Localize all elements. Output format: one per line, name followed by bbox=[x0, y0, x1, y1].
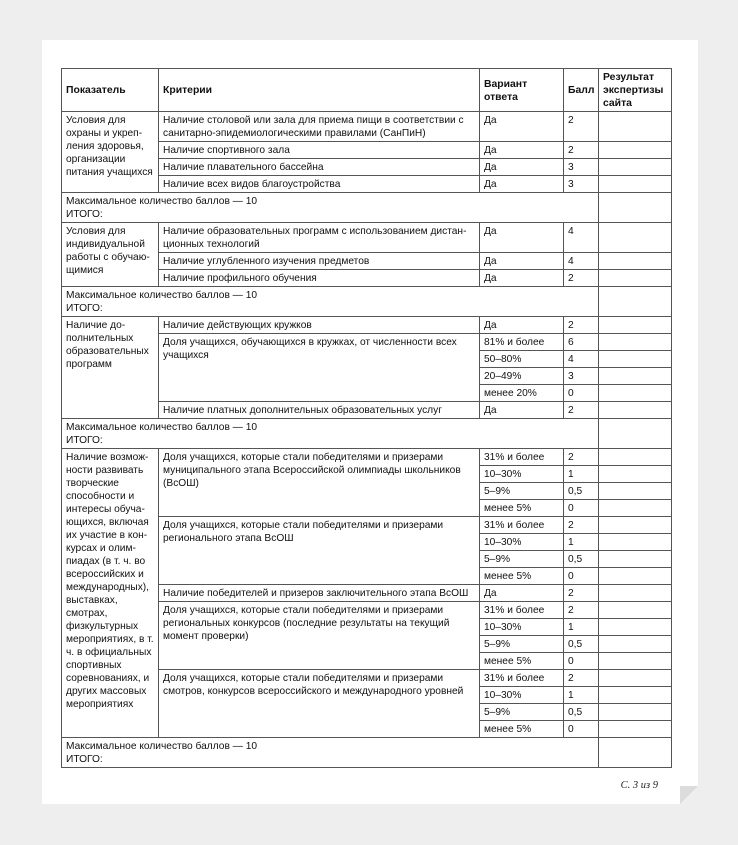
criterion-cell: Доля учащихся, которые стали победителями и призерами регионального этапа ВсОШ bbox=[159, 517, 480, 585]
score-cell: 2 bbox=[564, 142, 599, 159]
total-cell[interactable] bbox=[599, 287, 672, 317]
score-cell: 1 bbox=[564, 466, 599, 483]
score-cell: 4 bbox=[564, 351, 599, 368]
expertise-cell[interactable] bbox=[599, 449, 672, 466]
score-cell: 0 bbox=[564, 500, 599, 517]
header-variant: Вариант ответа bbox=[480, 69, 564, 112]
variant-cell: Да bbox=[480, 402, 564, 419]
expertise-cell[interactable] bbox=[599, 670, 672, 687]
expertise-cell[interactable] bbox=[599, 500, 672, 517]
criterion-cell: Наличие платных дополнительных образовательных услуг bbox=[159, 402, 480, 419]
variant-cell: 31% и более bbox=[480, 517, 564, 534]
variant-cell: Да bbox=[480, 142, 564, 159]
score-cell: 2 bbox=[564, 317, 599, 334]
expertise-cell[interactable] bbox=[599, 270, 672, 287]
criterion-cell: Доля учащихся, которые стали победителями и призерами смотров, конкурсов всероссийского и международного уровней bbox=[159, 670, 480, 738]
variant-cell: 31% и более bbox=[480, 670, 564, 687]
criteria-table bbox=[61, 68, 672, 768]
max-score-text: Максимальное количество баллов — 10 bbox=[66, 422, 258, 433]
indicator-cell: Наличие дополнительных образовательных программ bbox=[62, 317, 159, 419]
variant-cell: 5–9% bbox=[480, 551, 564, 568]
header-indicator: Показатель bbox=[62, 69, 159, 112]
variant-cell: менее 5% bbox=[480, 568, 564, 585]
score-cell: 0,5 bbox=[564, 636, 599, 653]
document-page bbox=[42, 40, 698, 804]
score-cell: 2 bbox=[564, 270, 599, 287]
variant-cell: 10–30% bbox=[480, 687, 564, 704]
score-cell: 0 bbox=[564, 385, 599, 402]
score-cell: 2 bbox=[564, 517, 599, 534]
variant-cell: менее 5% bbox=[480, 721, 564, 738]
expertise-cell[interactable] bbox=[599, 704, 672, 721]
variant-cell: 31% и более bbox=[480, 602, 564, 619]
variant-cell: 5–9% bbox=[480, 636, 564, 653]
table-row bbox=[62, 317, 672, 334]
expertise-cell[interactable] bbox=[599, 368, 672, 385]
score-cell: 4 bbox=[564, 253, 599, 270]
expertise-cell[interactable] bbox=[599, 176, 672, 193]
max-score-text: Максимальное количество баллов — 10 bbox=[66, 741, 258, 752]
score-cell: 0,5 bbox=[564, 483, 599, 500]
total-label: ИТОГО: bbox=[66, 435, 103, 446]
expertise-cell[interactable] bbox=[599, 483, 672, 500]
criterion-cell: Наличие действующих кружков bbox=[159, 317, 480, 334]
criterion-cell: Наличие спортивного зала bbox=[159, 142, 480, 159]
variant-cell: менее 5% bbox=[480, 653, 564, 670]
header-expertise: Результат экспертизы сайта bbox=[599, 69, 672, 112]
criterion-cell: Наличие плавательного бассейна bbox=[159, 159, 480, 176]
score-cell: 0 bbox=[564, 721, 599, 738]
header-score: Балл bbox=[564, 69, 599, 112]
expertise-cell[interactable] bbox=[599, 223, 672, 253]
expertise-cell[interactable] bbox=[599, 112, 672, 142]
variant-cell: 10–30% bbox=[480, 619, 564, 636]
criterion-cell: Наличие профильного обучения bbox=[159, 270, 480, 287]
variant-cell: Да bbox=[480, 223, 564, 253]
expertise-cell[interactable] bbox=[599, 385, 672, 402]
indicator-cell: Наличие возможности развивать творческие способности и интересы обучающихся, включая их участие в конкурсах и олимпиадах (в т. ч. во всероссийских и международных), выставках, смотрах, физкультурных мероприятиях, в т. ч. в официальных спортивных соревнованиях, и других массовых мероприятиях bbox=[62, 449, 159, 738]
total-label: ИТОГО: bbox=[66, 303, 103, 314]
score-cell: 4 bbox=[564, 223, 599, 253]
variant-cell: Да bbox=[480, 176, 564, 193]
summary-row bbox=[62, 287, 672, 317]
criterion-cell: Доля учащихся, которые стали победителями и призерами муниципального этапа Всероссийской олимпиады школьников (ВсОШ) bbox=[159, 449, 480, 517]
variant-cell: Да bbox=[480, 112, 564, 142]
criterion-cell: Наличие углубленного изучения предметов bbox=[159, 253, 480, 270]
score-cell: 2 bbox=[564, 449, 599, 466]
table-row bbox=[62, 112, 672, 142]
criterion-cell: Наличие столовой или зала для приема пищи в соответствии с санитарно-эпидемиологическими правилами (СанПиН) bbox=[159, 112, 480, 142]
variant-cell: 31% и более bbox=[480, 449, 564, 466]
variant-cell: Да bbox=[480, 585, 564, 602]
score-cell: 2 bbox=[564, 402, 599, 419]
total-cell[interactable] bbox=[599, 738, 672, 768]
expertise-cell[interactable] bbox=[599, 517, 672, 534]
expertise-cell[interactable] bbox=[599, 466, 672, 483]
score-cell: 2 bbox=[564, 112, 599, 142]
total-cell[interactable] bbox=[599, 193, 672, 223]
max-score-text: Максимальное количество баллов — 10 bbox=[66, 196, 258, 207]
summary-row bbox=[62, 738, 672, 768]
summary-cell bbox=[62, 419, 599, 449]
criterion-cell: Доля учащихся, обучающихся в кружках, от численности всех учащихся bbox=[159, 334, 480, 402]
expertise-cell[interactable] bbox=[599, 585, 672, 602]
score-cell: 3 bbox=[564, 368, 599, 385]
table-header-row bbox=[62, 69, 672, 112]
expertise-cell[interactable] bbox=[599, 334, 672, 351]
score-cell: 3 bbox=[564, 159, 599, 176]
total-cell[interactable] bbox=[599, 419, 672, 449]
score-cell: 2 bbox=[564, 585, 599, 602]
variant-cell: 20–49% bbox=[480, 368, 564, 385]
expertise-cell[interactable] bbox=[599, 534, 672, 551]
score-cell: 2 bbox=[564, 670, 599, 687]
variant-cell: 50–80% bbox=[480, 351, 564, 368]
total-label: ИТОГО: bbox=[66, 209, 103, 220]
expertise-cell[interactable] bbox=[599, 721, 672, 738]
criterion-cell: Наличие победителей и призеров заключительного этапа ВсОШ bbox=[159, 585, 480, 602]
expertise-cell[interactable] bbox=[599, 653, 672, 670]
expertise-cell[interactable] bbox=[599, 317, 672, 334]
page-number: С. 3 из 9 bbox=[620, 780, 658, 791]
variant-cell: Да bbox=[480, 253, 564, 270]
expertise-cell[interactable] bbox=[599, 142, 672, 159]
score-cell: 6 bbox=[564, 334, 599, 351]
variant-cell: 81% и более bbox=[480, 334, 564, 351]
expertise-cell[interactable] bbox=[599, 351, 672, 368]
variant-cell: 5–9% bbox=[480, 483, 564, 500]
summary-cell bbox=[62, 287, 599, 317]
score-cell: 1 bbox=[564, 687, 599, 704]
expertise-cell[interactable] bbox=[599, 636, 672, 653]
variant-cell: Да bbox=[480, 317, 564, 334]
criterion-cell: Наличие всех видов благоустройства bbox=[159, 176, 480, 193]
score-cell: 1 bbox=[564, 534, 599, 551]
expertise-cell[interactable] bbox=[599, 402, 672, 419]
variant-cell: 10–30% bbox=[480, 466, 564, 483]
expertise-cell[interactable] bbox=[599, 619, 672, 636]
criterion-cell: Наличие образовательных программ с использованием дистанционных технологий bbox=[159, 223, 480, 253]
score-cell: 0,5 bbox=[564, 551, 599, 568]
score-cell: 3 bbox=[564, 176, 599, 193]
indicator-cell: Условия для охраны и укрепления здоровья, организации питания учащихся bbox=[62, 112, 159, 193]
expertise-cell[interactable] bbox=[599, 602, 672, 619]
page-fold-corner bbox=[680, 786, 698, 804]
variant-cell: 5–9% bbox=[480, 704, 564, 721]
indicator-cell: Условия для индивидуальной работы с обучающимися bbox=[62, 223, 159, 287]
variant-cell: менее 20% bbox=[480, 385, 564, 402]
header-criteria: Критерии bbox=[159, 69, 480, 112]
expertise-cell[interactable] bbox=[599, 253, 672, 270]
expertise-cell[interactable] bbox=[599, 568, 672, 585]
variant-cell: Да bbox=[480, 270, 564, 287]
total-label: ИТОГО: bbox=[66, 754, 103, 765]
criterion-cell: Доля учащихся, которые стали победителями и призерами региональных конкурсов (последние результаты на текущий момент проверки) bbox=[159, 602, 480, 670]
variant-cell: Да bbox=[480, 159, 564, 176]
variant-cell: 10–30% bbox=[480, 534, 564, 551]
score-cell: 1 bbox=[564, 619, 599, 636]
summary-row bbox=[62, 193, 672, 223]
expertise-cell[interactable] bbox=[599, 551, 672, 568]
variant-cell: менее 5% bbox=[480, 500, 564, 517]
score-cell: 0,5 bbox=[564, 704, 599, 721]
max-score-text: Максимальное количество баллов — 10 bbox=[66, 290, 258, 301]
score-cell: 2 bbox=[564, 602, 599, 619]
score-cell: 0 bbox=[564, 653, 599, 670]
expertise-cell[interactable] bbox=[599, 159, 672, 176]
summary-cell bbox=[62, 193, 599, 223]
table-row bbox=[62, 223, 672, 253]
table-row bbox=[62, 449, 672, 466]
score-cell: 0 bbox=[564, 568, 599, 585]
expertise-cell[interactable] bbox=[599, 687, 672, 704]
summary-cell bbox=[62, 738, 599, 768]
summary-row bbox=[62, 419, 672, 449]
